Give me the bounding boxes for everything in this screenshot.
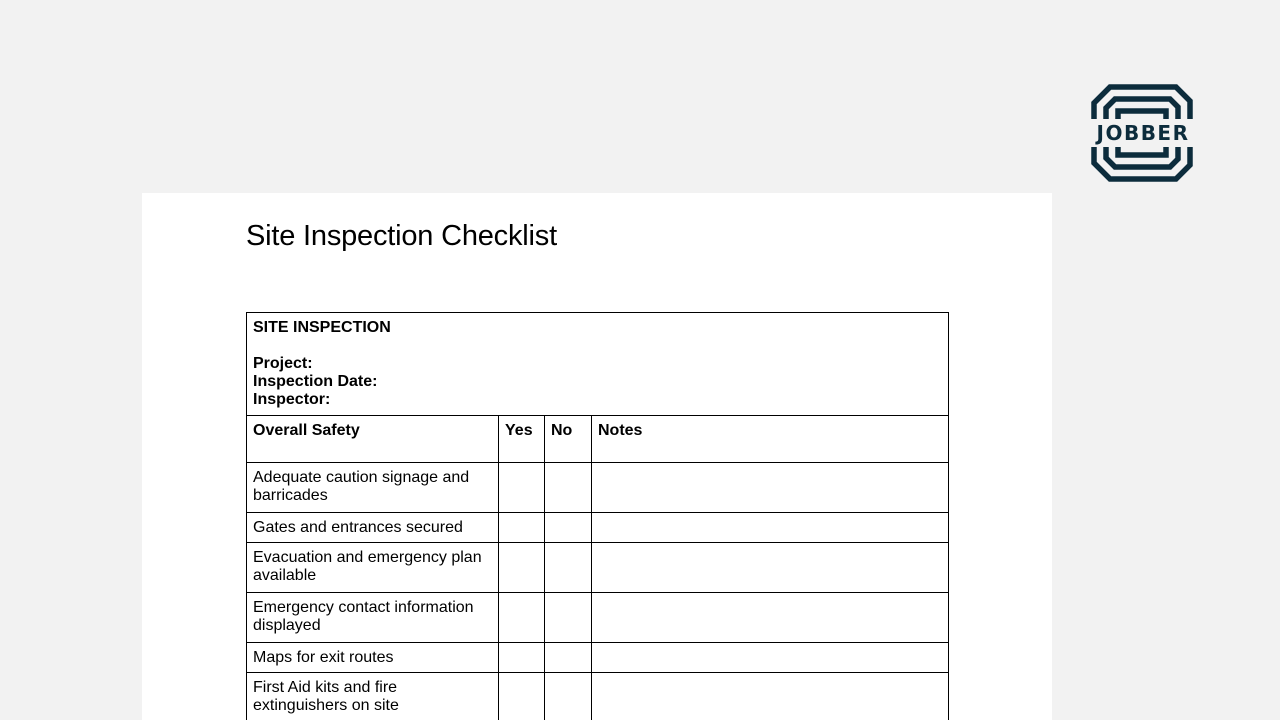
checklist-item-label: Maps for exit routes: [247, 643, 499, 673]
yes-cell[interactable]: [499, 463, 545, 513]
site-inspection-heading: SITE INSPECTION: [253, 319, 391, 336]
site-info-cell: [247, 313, 949, 416]
jobber-logo-icon: [1086, 83, 1200, 183]
project-label: Project:: [253, 355, 313, 372]
table-row: [247, 543, 949, 593]
no-cell[interactable]: [545, 643, 592, 673]
yes-cell[interactable]: [499, 643, 545, 673]
inspection-table: [246, 312, 949, 720]
yes-cell[interactable]: [499, 543, 545, 593]
logo-wordmark: JOBBER: [1096, 121, 1190, 145]
no-cell[interactable]: [545, 463, 592, 513]
checklist-item-label: Adequate caution signage and barricades: [247, 463, 499, 513]
notes-cell[interactable]: [592, 463, 949, 513]
inspector-label: Inspector:: [253, 391, 331, 408]
inspection-date-label: Inspection Date:: [253, 373, 378, 390]
document-page: [142, 193, 1052, 720]
jobber-logo: [1086, 83, 1200, 183]
notes-cell[interactable]: [592, 673, 949, 720]
notes-cell[interactable]: [592, 643, 949, 673]
checklist-item-label: Emergency contact information displayed: [247, 593, 499, 643]
section-header-overall-safety: Overall Safety: [247, 416, 499, 463]
table-row: [247, 593, 949, 643]
no-cell[interactable]: [545, 543, 592, 593]
checklist-item-label: Evacuation and emergency plan available: [247, 543, 499, 593]
yes-cell[interactable]: [499, 673, 545, 720]
header-row: [247, 313, 949, 416]
column-header-row: [247, 416, 949, 463]
table-row: [247, 513, 949, 543]
yes-cell[interactable]: [499, 513, 545, 543]
table-row: [247, 673, 949, 720]
checklist-item-label: Gates and entrances secured: [247, 513, 499, 543]
yes-cell[interactable]: [499, 593, 545, 643]
table-row: [247, 643, 949, 673]
no-cell[interactable]: [545, 593, 592, 643]
checklist-item-label: First Aid kits and fire extinguishers on site: [247, 673, 499, 720]
no-cell[interactable]: [545, 513, 592, 543]
notes-cell[interactable]: [592, 513, 949, 543]
no-column-header: No: [545, 416, 592, 463]
notes-cell[interactable]: [592, 593, 949, 643]
notes-cell[interactable]: [592, 543, 949, 593]
yes-column-header: Yes: [499, 416, 545, 463]
notes-column-header: Notes: [592, 416, 949, 463]
table-row: [247, 463, 949, 513]
document-title: Site Inspection Checklist: [246, 220, 557, 252]
no-cell[interactable]: [545, 673, 592, 720]
